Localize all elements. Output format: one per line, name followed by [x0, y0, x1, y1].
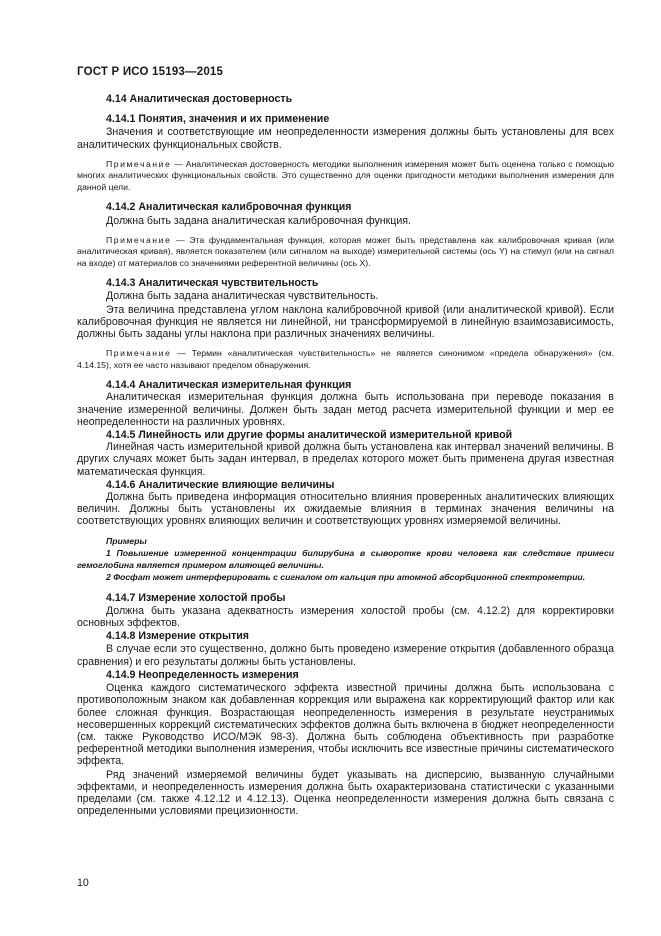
section-4-14-heading: 4.14 Аналитическая достоверность: [106, 93, 293, 105]
section-4-14-9-text-1: Оценка каждого систематического эффекта известной причины должна быть использована с противоположным знаком как добавленная коррекция или выражена как корректирующий фактор или как более сложная функция. Возрастающая неопределенность измерения в результате неустранимых несовершенных коррекций систематических эффектов должна быть включена в бюджет неопределенности (см. также Руководство ИСО/МЭК 98-3). Должна быть соблюдена объективность при разработке референтной методики выполнения измерения, чтобы исключить все известные причины систематического эффекта.: [77, 682, 614, 768]
section-4-14-7-text: Должна быть указана адекватность измерения холостой пробы (см. 4.12.2) для корректировки основных эффектов.: [77, 604, 614, 630]
page-number: 10: [77, 877, 89, 889]
example-1: 1 Повышение измеренной концентрации билирубина в сыворотке крови человека как следствие примеси гемоглобина является примером влияющей величины.: [77, 548, 614, 570]
section-4-14-6-heading: 4.14.6 Аналитические влияющие величины: [106, 478, 335, 491]
note-label: Примечание: [106, 348, 172, 359]
section-4-14-3-text-1: Должна быть задана аналитическая чувствительность.: [106, 290, 379, 303]
section-4-14-6-text: Должна быть приведена информация относительно влияния проверенных аналитических влияющих величин. Должны быть установлены их ожидаемые влияния в терминах значения величины на соответствующих уровнях влияющих величин и соответствующих уровнях измеряемой величины.: [77, 491, 614, 528]
section-4-14-2-heading: 4.14.2 Аналитическая калибровочная функция: [106, 201, 352, 214]
section-4-14-1-text: Значения и соответствующие им неопределенности измерения должны быть установлены для всех аналитических функциональных свойств.: [77, 126, 614, 151]
section-4-14-5-text: Линейная часть измерительной кривой должна быть установлена как интервал значений величины. В других случаях может быть задан интервал, в пределах которого может быть применена другая известная математическая функция.: [77, 441, 614, 478]
section-4-14-1-note: [77, 159, 614, 194]
examples-label: Примеры: [106, 535, 147, 546]
section-4-14-3-note: [77, 348, 614, 371]
document-header: ГОСТ Р ИСО 15193—2015: [77, 66, 224, 78]
section-4-14-5-heading: 4.14.5 Линейность или другие формы аналитической измерительной кривой: [106, 429, 513, 442]
note-text: — Эта фундаментальная функция, которая может быть представлена как калибровочная кривая (или аналитическая кривая), является показателем (или сигналом на выходе) измерительной системы (ось Y) на стимул (или на сигнал на входе) от материалов со значениями референтной величины (ось X).: [77, 234, 614, 268]
section-4-14-2-note: [77, 235, 614, 270]
section-4-14-8-heading: 4.14.8 Измерение открытия: [106, 630, 249, 643]
section-4-14-9-heading: 4.14.9 Неопределенность измерения: [106, 668, 299, 681]
section-4-14-8-text: В случае если это существенно, должно быть проведено измерение открытия (добавленного образца сравнения) и его результаты должны быть установлены.: [77, 643, 614, 668]
section-4-14-4-text: Аналитическая измерительная функция должна быть использована при переводе показания в значение измеренной величины. Должен быть задан метод расчета измерительной функции и мер ее неопределенности на различных уровнях.: [77, 391, 614, 428]
example-2: 2 Фосфат может интерферировать с сигналом от кальция при атомной абсорбционной спектрометрии.: [106, 572, 586, 583]
section-4-14-7-heading: 4.14.7 Измерение холостой пробы: [106, 591, 286, 604]
section-4-14-2-text: Должна быть задана аналитическая калибровочная функция.: [106, 214, 411, 227]
note-text: — Аналитическая достоверность методики выполнения измерения может быть оценена только с помощью многих аналитических функциональных свойств. Это существенно для оценки пригодности методики выполнения измерения для данной цели.: [77, 158, 614, 192]
document-body: [77, 93, 614, 817]
note-label: Примечание: [106, 234, 172, 245]
note-text: — Термин «аналитическая чувствительность» не является синонимом «предела обнаружения» (см. 4.14.15), хотя ее часто называют пределом обнаружения.: [77, 348, 614, 370]
note-label: Примечание: [106, 158, 172, 169]
section-4-14-9-text-2: Ряд значений измеряемой величины будет указывать на дисперсию, вызванную случайными эффектами, и неопределенность измерения должна быть охарактеризована статистически с указанными пределами (см. также 4.12.12 и 4.12.13). Оценка неопределенности измерения должна быть связана с определенными условиями прецизионности.: [77, 768, 614, 818]
section-4-14-4-heading: 4.14.4 Аналитическая измерительная функция: [106, 379, 352, 392]
section-4-14-1-heading: 4.14.1 Понятия, значения и их применение: [106, 113, 330, 126]
section-4-14-3-heading: 4.14.3 Аналитическая чувствительность: [106, 277, 319, 290]
section-4-14-3-text-2: Эта величина представлена углом наклона калибровочной кривой (или аналитической кривой). Если калибровочная функция не является ни линейной, ни трансформируемой в линейную взаимозависимость, должны быть заданы углы наклона при различных значениях величины.: [77, 303, 614, 341]
